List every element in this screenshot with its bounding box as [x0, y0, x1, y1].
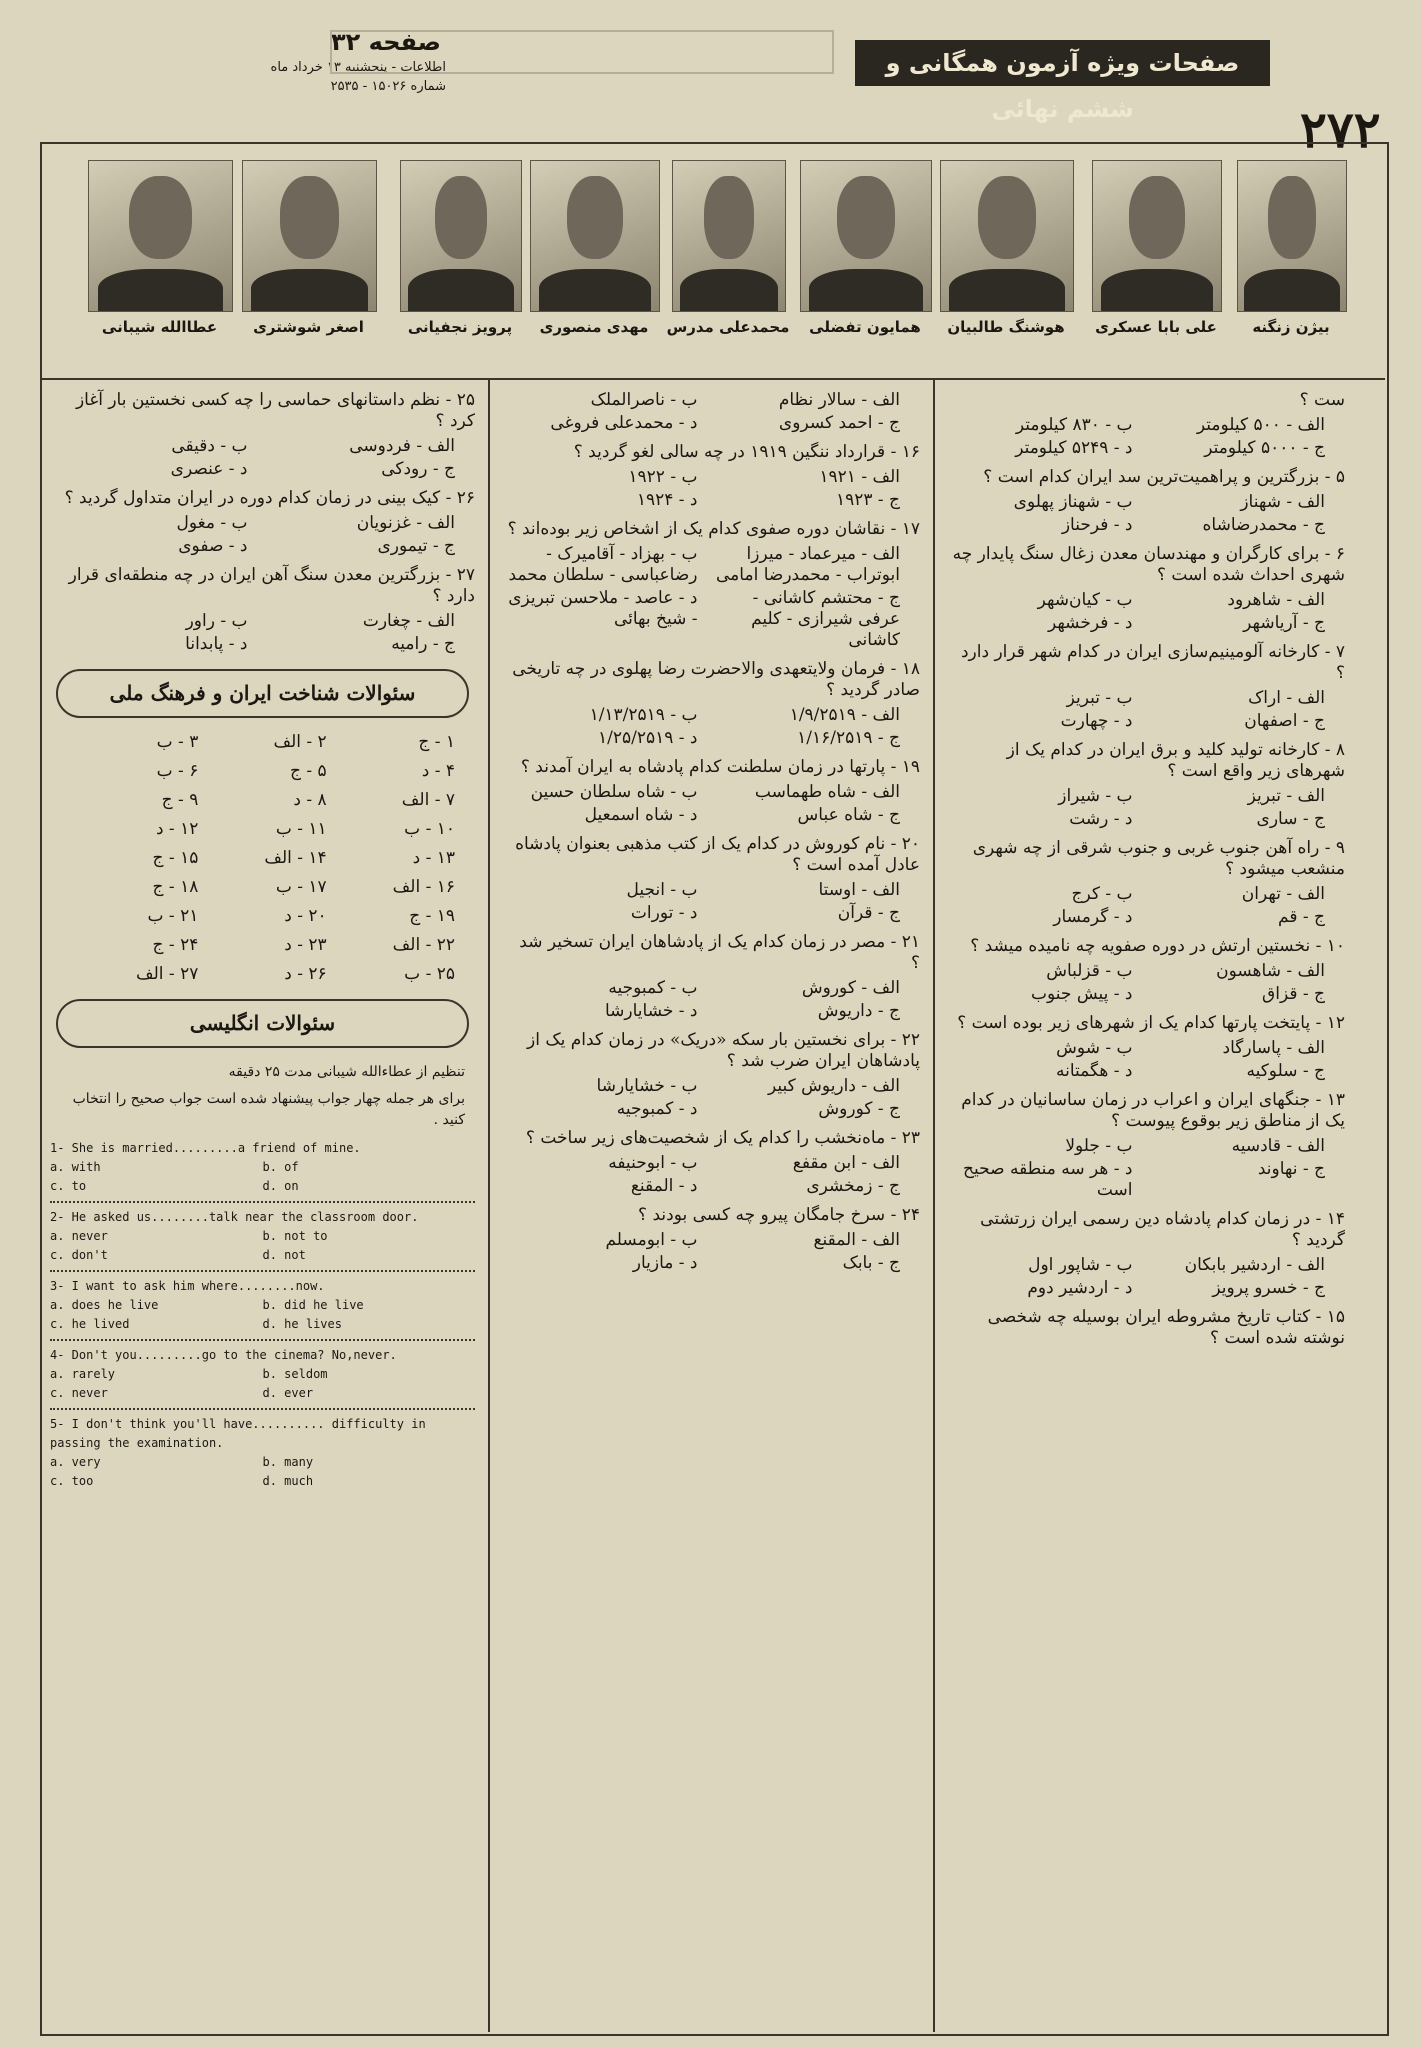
portrait-body — [1101, 269, 1214, 312]
answer-key: ۱۳ - د — [412, 848, 455, 868]
option: ج - زمخشری — [806, 1176, 900, 1196]
portrait-body — [1244, 269, 1339, 312]
question-text: ۱۵ - کتاب تاریخ مشروطه ایران بوسیله چه شخصی نوشته شده است ؟ — [987, 1307, 1345, 1348]
portrait-head — [1129, 176, 1185, 259]
portrait-photo — [1237, 160, 1347, 312]
question-text: ۱۳ - جنگهای ایران و اعراب در زمان ساسانیان در کدام یک از مناطق زیر بوقوع پیوست ؟ — [961, 1090, 1345, 1131]
answer-key: ۱ - ج — [418, 732, 455, 752]
question — [50, 390, 475, 480]
question — [505, 390, 920, 434]
question — [950, 740, 1345, 830]
option: د - محمدعلی فروغی — [550, 413, 698, 433]
portrait-photo — [400, 160, 522, 312]
page-number: صفحه ۳۲ — [331, 28, 441, 56]
option: ب - شوش — [1056, 1038, 1133, 1058]
left-questions — [50, 390, 475, 655]
question-text: ۲۰ - نام کوروش در کدام یک از کتب مذهبی بعنوان پادشاه عادل آمده است ؟ — [515, 834, 920, 875]
option: ج - داریوش — [817, 1001, 900, 1021]
english-questions — [50, 1139, 475, 1491]
english-option: b. not to — [262, 1229, 328, 1243]
english-question — [50, 1346, 475, 1410]
option: ج - شاه عباس — [797, 805, 900, 825]
question-text: ۱۹ - پارتها در زمان سلطنت کدام پادشاه به ایران آمدند ؟ — [520, 757, 920, 777]
option: الف - ۱۹۲۱ — [819, 467, 900, 487]
option: ب - ابومسلم — [605, 1230, 698, 1250]
portrait-body — [539, 269, 652, 312]
question-text: ۱۴ - در زمان کدام پادشاه دین رسمی ایران زرتشتی گردید ؟ — [980, 1209, 1345, 1250]
question — [950, 1090, 1345, 1201]
answer-key: ۲۶ - د — [284, 964, 327, 984]
answer-key: ۲۱ - ب — [147, 906, 199, 926]
option: د - ۱/۲۵/۲۵۱۹ — [598, 728, 698, 748]
dotted-separator — [50, 1270, 475, 1272]
english-question — [50, 1208, 475, 1272]
portrait-body — [949, 269, 1065, 312]
option: ب - شاه سلطان حسین — [530, 782, 698, 802]
option: د - اردشیر دوم — [1027, 1278, 1133, 1298]
question — [505, 1030, 920, 1120]
question-text: ۶ - برای کارگران و مهندسان معدن زغال سنگ پایدار چه شهری احداث شده است ؟ — [952, 544, 1345, 585]
option: د - پابدانا — [185, 634, 248, 654]
english-option: c. too — [50, 1474, 94, 1488]
option: د - خشایارشا — [604, 1001, 698, 1021]
option: ب - کمبوجیه — [608, 978, 698, 998]
question — [950, 1013, 1345, 1082]
question-options — [950, 961, 1325, 1005]
option: ب - کیان‌شهر — [1037, 590, 1133, 610]
question-options — [950, 688, 1325, 732]
portrait-photo — [242, 160, 377, 312]
portrait-photo — [940, 160, 1074, 312]
option: ب - مغول — [176, 513, 248, 533]
answer-key: ۱۰ - ب — [404, 819, 455, 839]
faded-banner — [330, 30, 834, 74]
answer-key: ۴ - د — [421, 761, 455, 781]
portrait-photo — [672, 160, 786, 312]
option: ب - راور — [185, 611, 248, 631]
option: الف - فردوسی — [349, 436, 455, 456]
option: ج - تیموری — [377, 536, 455, 556]
option: ج - قم — [1278, 907, 1325, 927]
option: الف - اوستا — [818, 880, 900, 900]
answer-key: ۹ - ج — [161, 790, 199, 810]
option: ب - ابوحنیفه — [608, 1153, 698, 1173]
option: ب - انجیل — [626, 880, 698, 900]
answer-key: ۳ - ب — [156, 732, 199, 752]
question — [950, 1307, 1345, 1349]
issue-big-number: ۲۷۲ — [1300, 100, 1381, 159]
question-options — [950, 415, 1325, 459]
option: د - پیش جنوب — [1031, 984, 1133, 1004]
option: د - فرخشهر — [1047, 613, 1133, 633]
column-divider — [488, 380, 490, 2032]
option: ج - محمدرضاشاه — [1202, 515, 1325, 535]
option: ج - ساری — [1256, 809, 1325, 829]
answer-key: ۱۴ - الف — [264, 848, 327, 868]
column-divider — [933, 380, 935, 2032]
answers-title: سئوالات شناخت ایران و فرهنگ ملی — [56, 669, 469, 718]
option: ب - دقیقی — [171, 436, 248, 456]
option: ب - ۱۹۲۲ — [628, 467, 698, 487]
option: د - مازیار — [632, 1253, 698, 1273]
option: ج - کوروش — [818, 1099, 900, 1119]
option: ب - شیراز — [1058, 786, 1133, 806]
option: ج - رودکی — [381, 459, 455, 479]
section-title: صفحات ویژه آزمون همگانی و ششم نهائی — [855, 40, 1270, 86]
english-options — [50, 1227, 475, 1265]
english-title: سئوالات انگلیسی — [56, 999, 469, 1048]
option: الف - شاه طهماسب — [754, 782, 900, 802]
question-options — [505, 880, 900, 924]
option: د - ۵۲۴۹ کیلومتر — [1015, 438, 1133, 458]
question-text: ۵ - بزرگترین و پراهمیت‌ترین سد ایران کدام است ؟ — [983, 467, 1345, 487]
question — [505, 442, 920, 511]
question — [950, 467, 1345, 536]
option: الف - غزنویان — [356, 513, 455, 533]
question-text: ۸ - کارخانه تولید کلید و برق ایران در کدام یک از شهرهای زیر واقع است ؟ — [1006, 740, 1345, 781]
english-question-text: 4- Don't you.........go to the cinema? No,never. — [50, 1348, 397, 1362]
portrait-name: هوشنگ طالبیان — [947, 318, 1065, 336]
question — [950, 390, 1345, 459]
english-question-text: 3- I want to ask him where........now. — [50, 1279, 325, 1293]
column-middle — [505, 390, 920, 1282]
question — [505, 932, 920, 1022]
option: ج - سلوکیه — [1246, 1061, 1325, 1081]
portrait-photo — [88, 160, 233, 312]
english-option: d. not — [262, 1248, 306, 1262]
option: الف - سالار نظام — [778, 390, 900, 410]
option: الف - شهناز — [1240, 492, 1325, 512]
portrait-name: مهدی منصوری — [539, 318, 649, 336]
english-option: d. on — [262, 1179, 299, 1193]
option: د - چهارت — [1060, 711, 1133, 731]
option: ب - ناصرالملک — [590, 390, 698, 410]
english-option: d. much — [262, 1474, 314, 1488]
portrait-name: پرویز نجفیانی — [407, 318, 513, 336]
option: د - المقنع — [630, 1176, 698, 1196]
option: الف - تبریز — [1247, 786, 1325, 806]
option: ج - ۵۰۰۰ کیلومتر — [1204, 438, 1325, 458]
english-meta: تنظیم از عطاءالله شیبانی مدت ۲۵ دقیقه — [228, 1064, 465, 1080]
option: د - عاصد - ملاحسن تبریزی - شیخ بهائی — [508, 588, 698, 629]
portrait-name: بیژن زنگنه — [1252, 318, 1330, 336]
question-options — [505, 1230, 900, 1274]
question-options — [950, 884, 1325, 928]
option: ب - بهزاد - آقامیرک - رضاعباسی - سلطان محمد — [508, 544, 698, 585]
option: د - فرحناز — [1061, 515, 1133, 535]
portrait-name: اصغر شوشتری — [253, 318, 364, 336]
answer-key: ۱۵ - ج — [152, 848, 199, 868]
option: د - کمبوجیه — [616, 1099, 698, 1119]
option: د - هگمتانه — [1056, 1061, 1133, 1081]
answer-key: ۲۳ - د — [284, 935, 327, 955]
question — [950, 838, 1345, 928]
option: د - رشت — [1069, 809, 1133, 829]
portrait-head — [978, 176, 1036, 259]
question-options — [950, 590, 1325, 634]
option: د - صفوی — [178, 536, 248, 556]
english-question-text: 1- She is married.........a friend of mine. — [50, 1141, 361, 1155]
option: ب - شاپور اول — [1028, 1255, 1133, 1275]
option: ج - خسرو پرویز — [1212, 1278, 1325, 1298]
answer-key: ۲۲ - الف — [392, 935, 455, 955]
english-option: b. did he live — [262, 1298, 364, 1312]
question-text: ۱۷ - نقاشان دوره صفوی کدام یک از اشخاص زیر بوده‌اند ؟ — [507, 519, 920, 539]
question-options — [50, 611, 455, 655]
question — [505, 1205, 920, 1274]
column-left — [50, 390, 475, 1491]
answer-key: ۲۷ - الف — [136, 964, 199, 984]
portrait-head — [567, 176, 623, 259]
portrait-name: همایون تفضلی — [809, 318, 921, 336]
answer-key: ۲۰ - د — [284, 906, 327, 926]
question-options — [505, 1076, 900, 1120]
option: د - عنصری — [170, 459, 248, 479]
option: ب - خشایارشا — [596, 1076, 698, 1096]
portrait-body — [809, 269, 923, 312]
english-option: c. never — [50, 1386, 108, 1400]
question-options — [50, 436, 455, 480]
answer-key: ۱۹ - ج — [409, 906, 455, 926]
option: الف - ۱/۹/۲۵۱۹ — [789, 705, 900, 725]
question-options — [950, 1255, 1325, 1299]
question-options — [505, 978, 900, 1022]
question-text: ۲۶ - کیک بینی در زمان کدام دوره در ایران متداول گردید ؟ — [64, 488, 475, 508]
option: د - ۱۹۲۴ — [636, 490, 698, 510]
answer-key: ۸ - د — [293, 790, 327, 810]
english-option: b. many — [262, 1455, 314, 1469]
question — [50, 488, 475, 557]
dotted-separator — [50, 1201, 475, 1203]
answer-key: ۱۶ - الف — [392, 877, 455, 897]
english-option: c. don't — [50, 1248, 108, 1262]
answer-key: ۲۴ - ج — [152, 935, 199, 955]
portrait-head — [129, 176, 192, 259]
option: ب - شهناز پهلوی — [1013, 492, 1133, 512]
portrait-name: عطاالله شیبانی — [101, 318, 218, 336]
question-text: ۲۱ - مصر در زمان کدام یک از پادشاهان ایران تسخیر شد ؟ — [519, 932, 920, 973]
option: د - گرمسار — [1053, 907, 1133, 927]
question-options — [50, 513, 455, 557]
english-question — [50, 1139, 475, 1203]
portrait-photo — [800, 160, 932, 312]
question-options — [950, 1136, 1325, 1201]
question-text: ۲۷ - بزرگترین معدن سنگ آهن ایران در چه منطقه‌ای قرار دارد ؟ — [68, 565, 475, 606]
option: الف - المقنع — [813, 1230, 900, 1250]
option: ج - رامیه — [391, 634, 455, 654]
question-text: ۱۶ - قرارداد ننگین ۱۹۱۹ در چه سالی لغو گردید ؟ — [573, 442, 920, 462]
english-options — [50, 1158, 475, 1196]
answer-key: ۷ - الف — [401, 790, 455, 810]
portrait-body — [408, 269, 514, 312]
answer-key: ۱۸ - ج — [152, 877, 199, 897]
column-right — [950, 390, 1345, 1357]
answer-key: ۱۷ - ب — [275, 877, 327, 897]
option: الف - داریوش کبیر — [768, 1076, 900, 1096]
question-text: ۹ - راه آهن جنوب غربی و جنوب شرقی از چه شهری منشعب میشود ؟ — [972, 838, 1345, 879]
portrait-head — [435, 176, 488, 259]
option: ب - جلولا — [1065, 1136, 1133, 1156]
question — [50, 565, 475, 655]
english-option: a. never — [50, 1229, 108, 1243]
option: الف - اردشیر بابکان — [1184, 1255, 1325, 1275]
question-options — [505, 1153, 900, 1197]
answer-key: ۵ - ج — [290, 761, 327, 781]
question — [950, 936, 1345, 1005]
portrait-head — [280, 176, 339, 259]
portrait-body — [680, 269, 779, 312]
english-option: c. he lived — [50, 1317, 130, 1331]
option: الف - پاسارگاد — [1222, 1038, 1325, 1058]
portrait-name: علی بابا عسکری — [1095, 318, 1217, 336]
option: ب - قزلباش — [1046, 961, 1133, 981]
question-options — [505, 544, 900, 651]
option: د - هر سه منطقه صحیح است — [963, 1159, 1133, 1200]
question — [505, 1128, 920, 1197]
option: الف - قادسیه — [1231, 1136, 1325, 1156]
question-text: ۷ - کارخانه آلومینیم‌سازی ایران در کدام شهر قرار دارد ؟ — [960, 642, 1345, 683]
portrait-head — [837, 176, 894, 259]
portrait-head — [704, 176, 753, 259]
answer-key: ۱۲ - د — [155, 819, 199, 839]
question-options — [950, 786, 1325, 830]
option: الف - میرعماد - میرزا ابوتراب - محمدرضا امامی — [716, 544, 900, 585]
option: د - شاه اسمعیل — [584, 805, 698, 825]
question — [505, 757, 920, 826]
option: د - تورات — [630, 903, 698, 923]
option: الف - کوروش — [801, 978, 900, 998]
answers-grid — [70, 732, 455, 985]
option: الف - تهران — [1241, 884, 1325, 904]
portrait-name: محمدعلی مدرس — [666, 318, 790, 336]
option: ب - کرج — [1071, 884, 1133, 904]
portrait-photo — [1092, 160, 1222, 312]
option: ج - محتشم کاشانی - عرفی شیرازی - کلیم کاشانی — [751, 588, 900, 650]
issue-info: اطلاعات - پنجشنبه ۱۳ خرداد ماه ۲۵۳۵ - شماره ۱۵۰۲۶ — [270, 60, 446, 94]
english-option: a. with — [50, 1160, 101, 1174]
question-options — [505, 390, 900, 434]
question-text: ۱۸ - فرمان ولایتعهدی والاحضرت رضا پهلوی در چه تاریخی صادر گردید ؟ — [512, 659, 920, 700]
english-question-text: 2- He asked us........talk near the classroom door. — [50, 1210, 419, 1224]
english-question — [50, 1277, 475, 1341]
option: الف - شاهرود — [1227, 590, 1325, 610]
option: ب - تبریز — [1066, 688, 1133, 708]
english-option: d. he lives — [262, 1317, 342, 1331]
english-option: a. rarely — [50, 1367, 116, 1381]
answer-key: ۲ - الف — [273, 732, 327, 752]
question-options — [505, 705, 900, 749]
question-options — [505, 467, 900, 511]
question-text: ۱۰ - نخستین ارتش در دوره صفویه چه نامیده میشد ؟ — [970, 936, 1345, 956]
option: الف - ۵۰۰ کیلومتر — [1196, 415, 1325, 435]
portrait-head — [1268, 176, 1316, 259]
portrait-body — [98, 269, 224, 312]
question-text: ست ؟ — [1299, 390, 1345, 410]
option: ج - قزاق — [1262, 984, 1325, 1004]
portrait-photo — [530, 160, 660, 312]
english-options — [50, 1365, 475, 1403]
english-option: a. very — [50, 1455, 101, 1469]
option: ج - آریاشهر — [1243, 613, 1325, 633]
question — [950, 642, 1345, 732]
english-option: c. to — [50, 1179, 87, 1193]
option: ج - احمد کسروی — [778, 413, 900, 433]
question-text: ۲۲ - برای نخستین بار سکه «دریک» در زمان کدام یک از پادشاهان ایران ضرب شد ؟ — [527, 1030, 920, 1071]
option: الف - شاهسون — [1216, 961, 1325, 981]
dotted-separator — [50, 1408, 475, 1410]
question — [505, 834, 920, 924]
english-options — [50, 1453, 475, 1491]
question-options — [505, 782, 900, 826]
option: ج - اصفهان — [1244, 711, 1325, 731]
option: الف - چغارت — [362, 611, 455, 631]
portrait-body — [251, 269, 368, 312]
option: ج - نهاوند — [1257, 1159, 1325, 1179]
question-text: ۲۳ - ماه‌نخشب را کدام یک از شخصیت‌های زیر ساخت ؟ — [525, 1128, 920, 1148]
question — [505, 519, 920, 651]
divider — [42, 378, 1385, 380]
option: ب - ۱/۱۳/۲۵۱۹ — [589, 705, 698, 725]
question-text: ۲۴ - سرخ جامگان پیرو چه کسی بودند ؟ — [638, 1205, 920, 1225]
option: الف - ابن مقفع — [792, 1153, 900, 1173]
question-text: ۲۵ - نظم داستانهای حماسی را چه کسی نخستین بار آغاز کرد ؟ — [75, 390, 475, 431]
english-instructions: برای هر جمله چهار جواب پیشنهاد شده است جواب صحیح را انتخاب کنید . — [72, 1091, 465, 1128]
option: ب - ۸۳۰ کیلومتر — [1015, 415, 1133, 435]
dotted-separator — [50, 1339, 475, 1341]
answer-key: ۱۱ - ب — [275, 819, 327, 839]
english-options — [50, 1296, 475, 1334]
english-option: b. seldom — [262, 1367, 328, 1381]
option: ج - ۱/۱۶/۲۵۱۹ — [797, 728, 900, 748]
option: ج - قرآن — [837, 903, 900, 923]
answer-key: ۲۵ - ب — [404, 964, 455, 984]
question — [950, 544, 1345, 634]
question-options — [950, 492, 1325, 536]
english-question-text: 5- I don't think you'll have.......... difficulty in passing the examination. — [50, 1417, 426, 1450]
english-option: d. ever — [262, 1386, 314, 1400]
option: ج - ۱۹۲۳ — [835, 490, 900, 510]
english-option: b. of — [262, 1160, 299, 1174]
question — [505, 659, 920, 749]
question — [950, 1209, 1345, 1299]
answer-key: ۶ - ب — [156, 761, 199, 781]
option: ج - بابک — [842, 1253, 900, 1273]
question-options — [950, 1038, 1325, 1082]
english-question — [50, 1415, 475, 1491]
option: الف - اراک — [1248, 688, 1325, 708]
english-option: a. does he live — [50, 1298, 159, 1312]
question-text: ۱۲ - پایتخت پارتها کدام یک از شهرهای زیر بوده است ؟ — [957, 1013, 1345, 1033]
